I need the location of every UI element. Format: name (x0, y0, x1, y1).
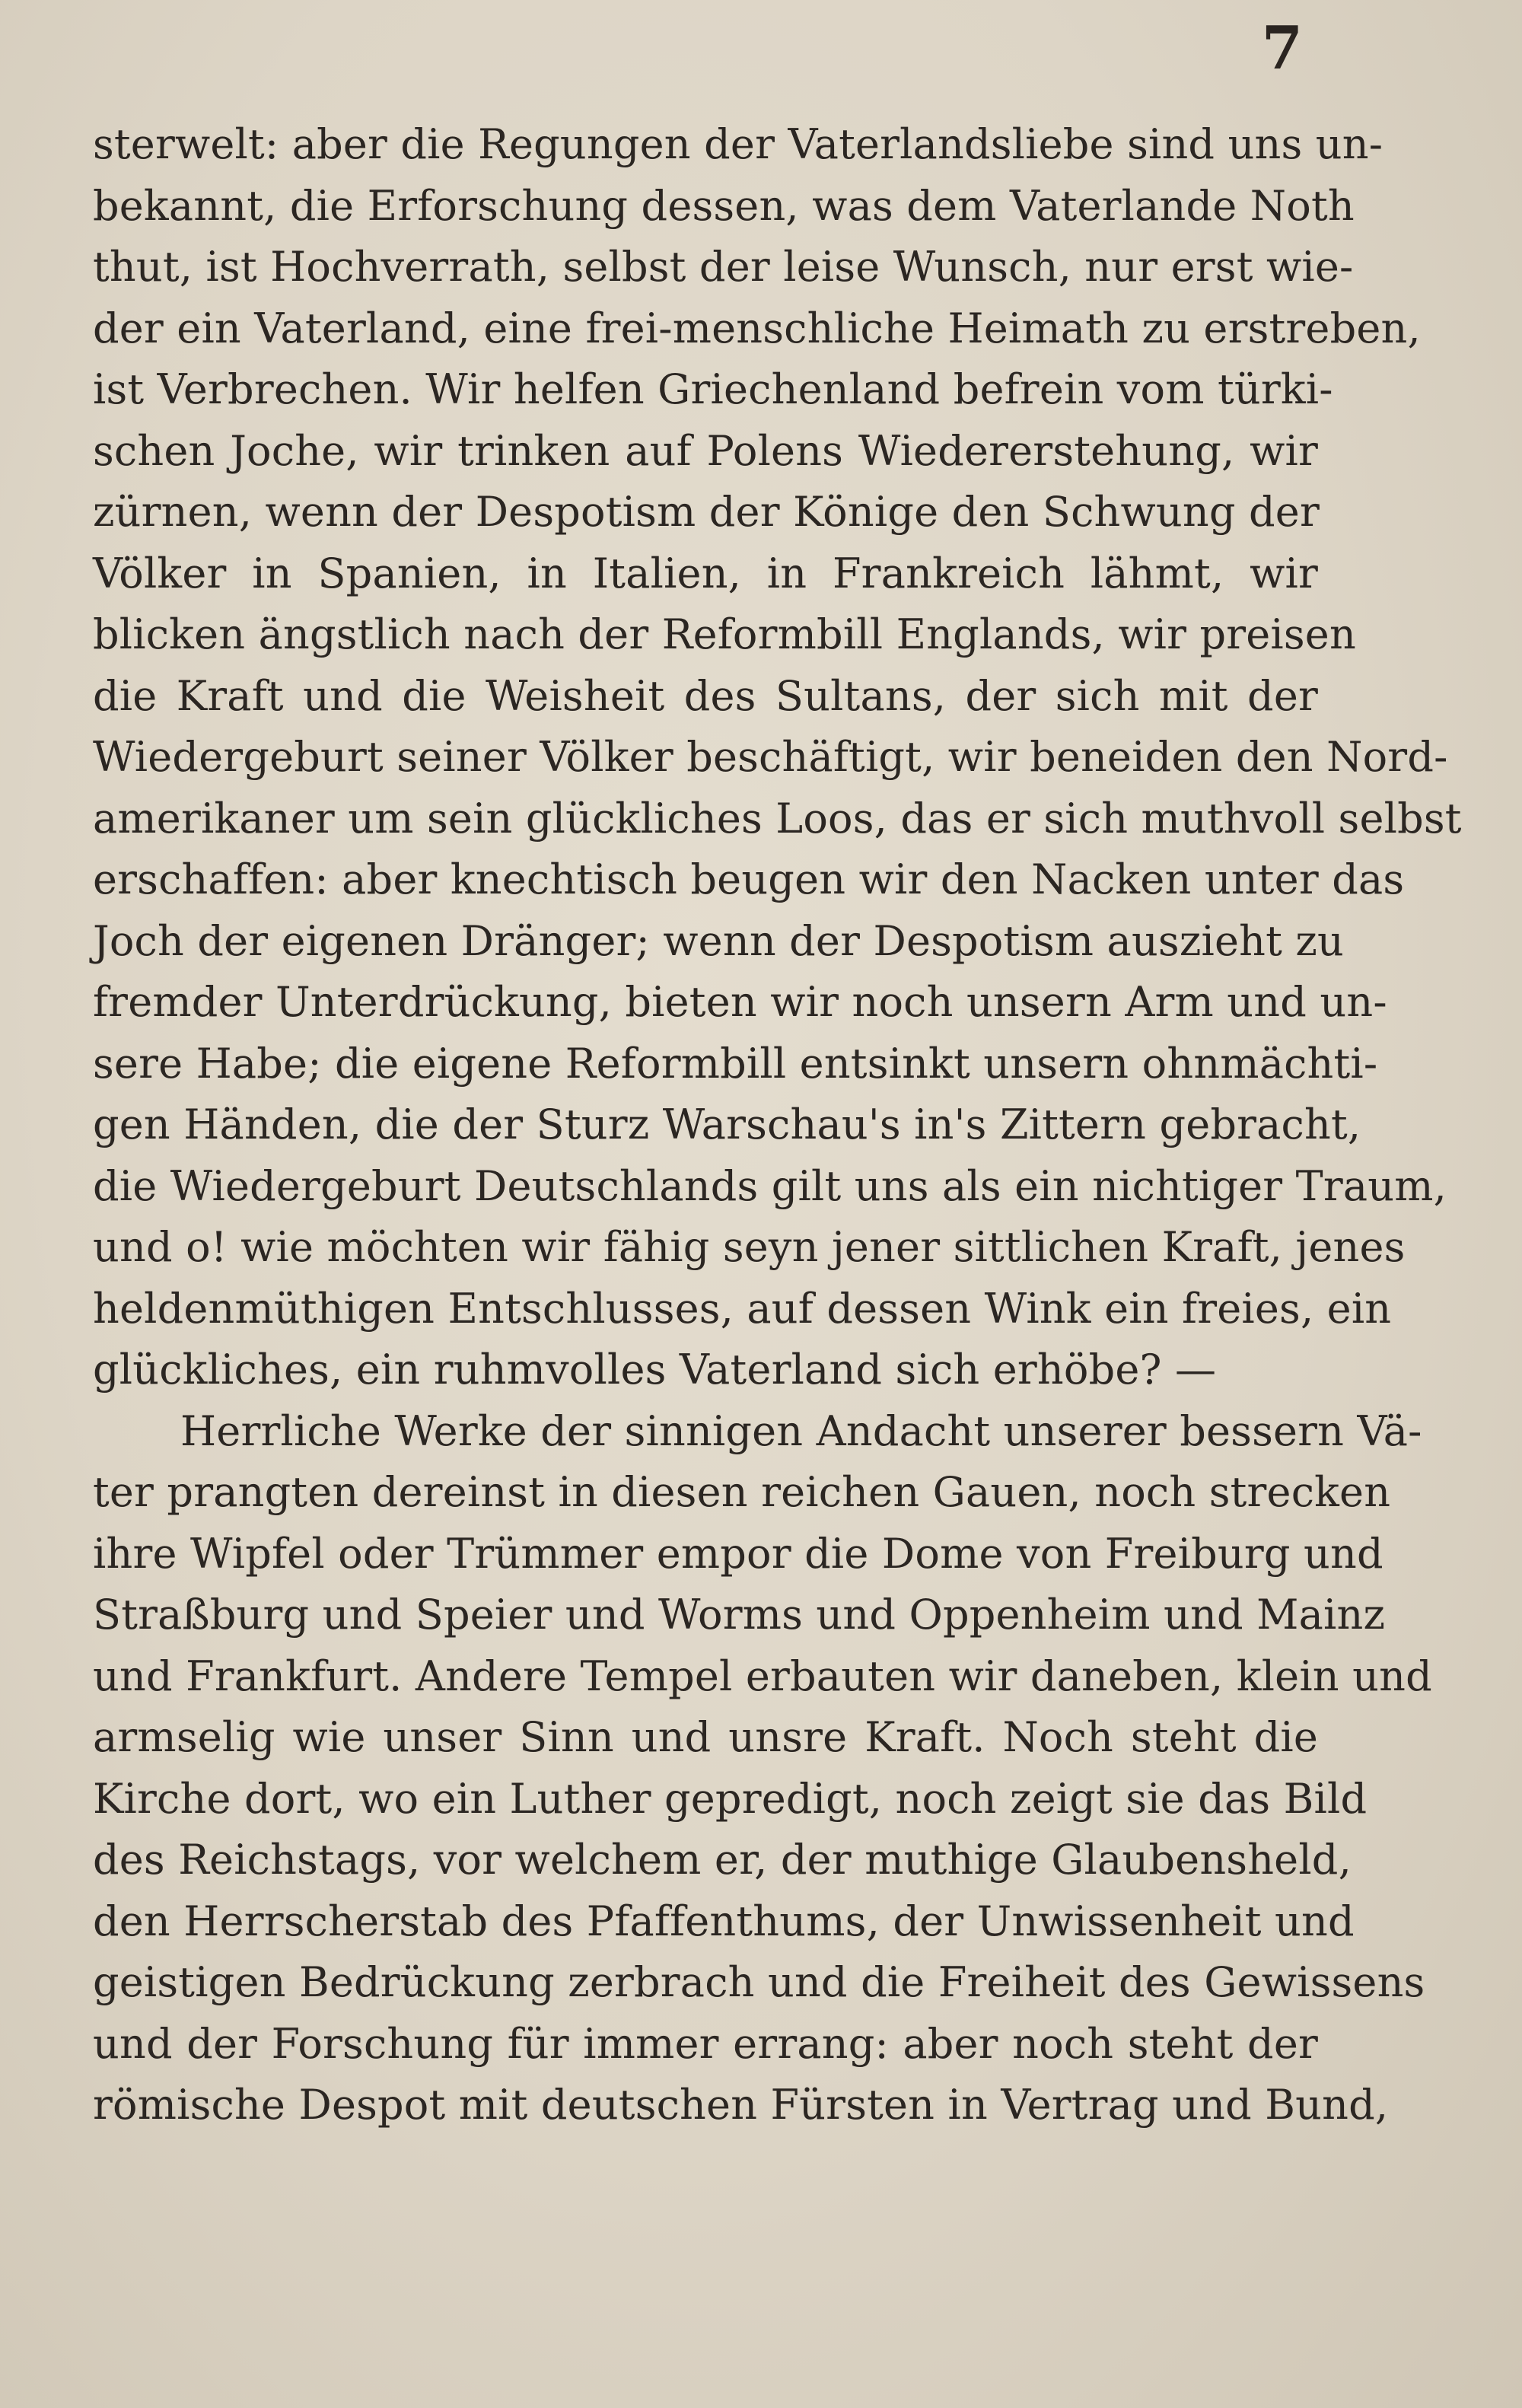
text-line: amerikaner um sein glückliches Loos, das er sich muthvoll selbst (93, 794, 1462, 842)
text-line: die Wiedergeburt Deutschlands gilt uns als ein nichtiger Traum, (93, 1161, 1447, 1210)
text-line: zürnen, wenn der Despotism der Könige den Schwung der (93, 488, 1320, 536)
text-line: ist Verbrechen. Wir helfen Griechenland befrein vom türki- (93, 365, 1333, 413)
text-line: fremder Unterdrückung, bieten wir noch unsern Arm und un- (93, 978, 1387, 1026)
text-line: bekannt, die Erforschung dessen, was dem Vaterlande Noth (93, 181, 1355, 230)
text-line: sterwelt: aber die Regungen der Vaterlandsliebe sind uns un- (93, 120, 1383, 168)
text-line: Wiedergeburt seiner Völker beschäftigt, wir beneiden den Nord- (93, 733, 1448, 781)
text-line: thut, ist Hochverrath, selbst der leise Wunsch, nur erst wie- (93, 243, 1354, 291)
text-line: Völker in Spanien, in Italien, in Frankreich lähmt, wir (93, 549, 1318, 597)
text-line: und der Forschung für immer errang: aber noch steht der (93, 2019, 1318, 2068)
text-line: den Herrscherstab des Pfaffenthums, der Unwissenheit und (93, 1897, 1355, 1945)
text-line: glückliches, ein ruhmvolles Vaterland sich erhöbe? — (93, 1346, 1217, 1394)
text-line: Herrliche Werke der sinnigen Andacht unserer bessern Vä- (180, 1406, 1422, 1455)
text-line: schen Joche, wir trinken auf Polens Wiedererstehung, wir (93, 426, 1318, 475)
text-line: gen Händen, die der Sturz Warschau's in's Zittern gebracht, (93, 1100, 1361, 1148)
text-line: römische Despot mit deutschen Fürsten in Vertrag und Bund, (93, 2081, 1389, 2129)
paragraph (93, 114, 1462, 1401)
text-line: und o! wie möchten wir fähig seyn jener sittlichen Kraft, jenes (93, 1223, 1406, 1271)
text-line: und Frankfurt. Andere Tempel erbauten wir daneben, klein und (93, 1652, 1432, 1700)
text-line: der ein Vaterland, eine frei-menschliche Heimath zu erstreben, (93, 304, 1421, 352)
paragraph (93, 1401, 1432, 2136)
text-line: ihre Wipfel oder Trümmer empor die Dome von Freiburg und (93, 1529, 1383, 1578)
text-line: heldenmüthigen Entschlusses, auf dessen Wink ein freies, ein (93, 1284, 1392, 1333)
text-line: erschaffen: aber knechtisch beugen wir den Nacken unter das (93, 855, 1405, 903)
text-line: Joch der eigenen Dränger; wenn der Despotism auszieht zu (93, 916, 1344, 965)
text-line: die Kraft und die Weisheit des Sultans, der sich mit der (93, 671, 1318, 720)
text-line: Straßburg und Speier und Worms und Oppenheim und Mainz (93, 1591, 1386, 1639)
text-line: ter prangten dereinst in diesen reichen Gauen, noch strecken (93, 1468, 1391, 1516)
text-line: blicken ängstlich nach der Reformbill Englands, wir preisen (93, 610, 1356, 658)
text-line: geistigen Bedrückung zerbrach und die Freiheit des Gewissens (93, 1958, 1425, 2006)
text-line: armselig wie unser Sinn und unsre Kraft. Noch steht die (93, 1713, 1318, 1761)
text-line: Kirche dort, wo ein Luther gepredigt, noch zeigt sie das Bild (93, 1774, 1368, 1823)
body-text (93, 114, 1462, 2136)
text-line: des Reichstags, vor welchem er, der muthige Glaubensheld, (93, 1836, 1352, 1884)
page-number: 7 (1261, 14, 1303, 83)
text-line: sere Habe; die eigene Reformbill entsinkt unsern ohnmächti- (93, 1039, 1378, 1088)
